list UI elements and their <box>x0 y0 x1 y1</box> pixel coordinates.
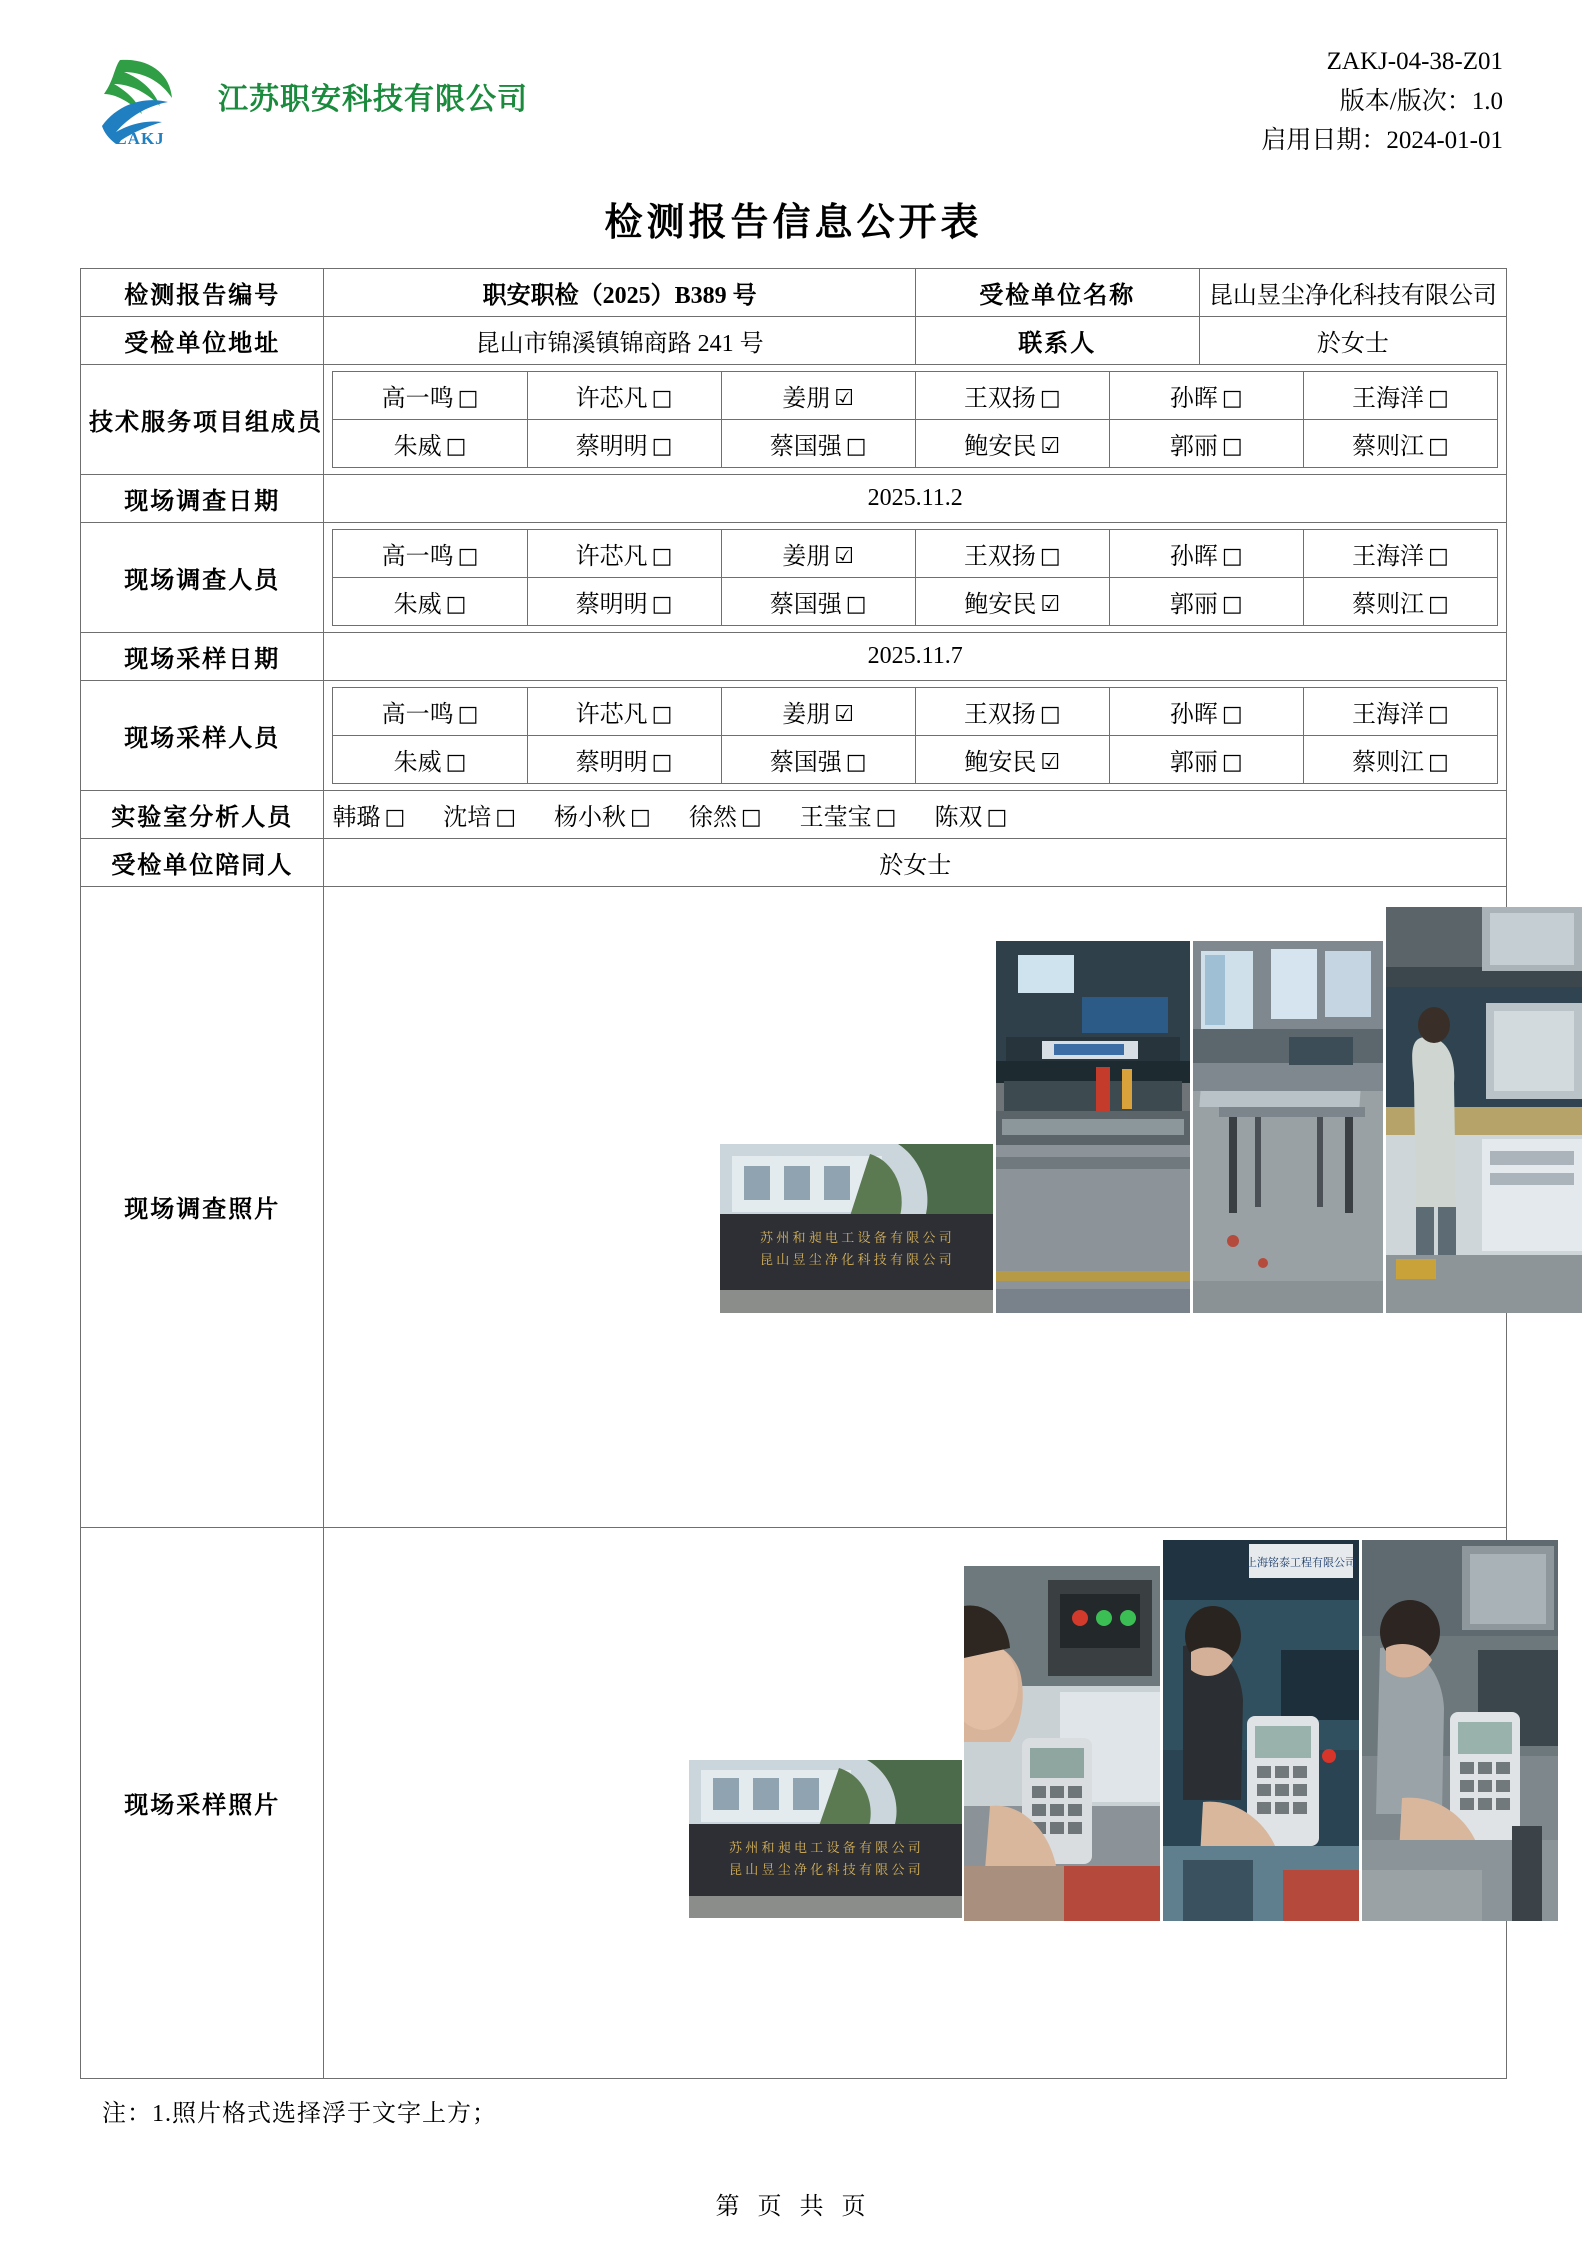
team-label: 技术服务项目组成员 <box>81 364 324 474</box>
person-line-1 <box>333 687 1498 735</box>
checkbox-checked-icon[interactable]: ☑ <box>1040 433 1061 459</box>
checkbox-unchecked-icon[interactable]: □ <box>457 543 479 569</box>
survey-photos-cell <box>324 886 1507 1527</box>
person-item[interactable]: 姜朋 ☑ <box>721 371 915 419</box>
person-item[interactable]: 孙晖 □ <box>1109 529 1303 577</box>
person-item[interactable]: 王双扬 □ <box>915 529 1109 577</box>
company-name: 江苏职安科技有限公司 <box>218 83 528 116</box>
svg-text:苏 州 和 昶 电 工 设 备 有 限 公 司: 苏 州 和 昶 电 工 设 备 有 限 公 司 <box>760 1229 953 1245</box>
checkbox-checked-icon[interactable]: ☑ <box>1040 591 1061 617</box>
person-item[interactable]: 徐然 □ <box>688 804 762 831</box>
sampling-photos-cell <box>324 1527 1507 2078</box>
checkbox-unchecked-icon[interactable]: □ <box>1221 385 1243 411</box>
person-line-2 <box>333 735 1498 783</box>
checkbox-unchecked-icon[interactable]: □ <box>1039 385 1061 411</box>
checkbox-unchecked-icon[interactable]: □ <box>651 543 673 569</box>
page-number-footer: 第 页 共 页 <box>715 2193 872 2220</box>
checkbox-unchecked-icon[interactable]: □ <box>630 804 651 830</box>
person-item[interactable]: 蔡则江 □ <box>1303 735 1497 783</box>
survey-staff-label: 现场调查人员 <box>81 522 324 632</box>
photo-meter-3[interactable] <box>1362 1540 1558 1921</box>
checkbox-unchecked-icon[interactable]: □ <box>651 749 673 775</box>
svg-text:ZAKJ: ZAKJ <box>115 129 165 148</box>
page-title: 检测报告信息公开表 <box>604 201 983 244</box>
person-item[interactable]: 高一鸣 □ <box>333 687 527 735</box>
document-header <box>80 34 1507 161</box>
person-item[interactable]: 鲍安民 ☑ <box>915 577 1109 625</box>
survey-photo-group <box>324 887 1506 1527</box>
contact-label: 联系人 <box>915 316 1199 364</box>
person-item[interactable]: 高一鸣 □ <box>333 371 527 419</box>
photo-workbench[interactable] <box>1193 941 1383 1313</box>
person-item[interactable]: 蔡国强 □ <box>721 419 915 467</box>
person-line-1 <box>333 529 1498 577</box>
checkbox-unchecked-icon[interactable]: □ <box>1039 701 1061 727</box>
person-item[interactable]: 韩璐 □ <box>332 804 406 831</box>
checkbox-unchecked-icon[interactable]: □ <box>1221 591 1243 617</box>
person-item[interactable]: 蔡明明 □ <box>527 577 721 625</box>
survey-date-value: 2025.11.2 <box>324 474 1507 522</box>
document-code: ZAKJ-04-38-Z01 <box>1326 48 1503 75</box>
person-item[interactable]: 蔡则江 □ <box>1303 577 1497 625</box>
checkbox-unchecked-icon[interactable]: □ <box>1428 385 1449 411</box>
table-row-client-address <box>81 316 1507 364</box>
person-item[interactable]: 王海洋 □ <box>1303 687 1497 735</box>
escort-value: 於女士 <box>324 838 1507 886</box>
checkbox-unchecked-icon[interactable]: □ <box>1428 433 1449 459</box>
document-version: 版本/版次：1.0 <box>1339 87 1503 115</box>
person-item[interactable]: 陈双 □ <box>934 804 1008 831</box>
checkbox-unchecked-icon[interactable]: □ <box>445 749 467 775</box>
header-meta <box>1261 34 1503 161</box>
photo-meter-1[interactable] <box>964 1566 1160 1921</box>
person-item[interactable]: 姜朋 ☑ <box>721 687 915 735</box>
checkbox-unchecked-icon[interactable]: □ <box>1428 749 1449 775</box>
person-item[interactable]: 高一鸣 □ <box>333 529 527 577</box>
person-item[interactable]: 王双扬 □ <box>915 687 1109 735</box>
team-members-cell <box>324 364 1507 474</box>
report-no-value: 职安职检（2025）B389 号 <box>324 268 915 316</box>
person-item[interactable]: 许芯凡 □ <box>527 687 721 735</box>
sampling-photos-label: 现场采样照片 <box>81 1527 324 2078</box>
person-item[interactable]: 朱威 □ <box>333 735 527 783</box>
checkbox-unchecked-icon[interactable]: □ <box>457 701 479 727</box>
checkbox-unchecked-icon[interactable]: □ <box>384 804 406 830</box>
company-logo-icon <box>84 40 196 152</box>
checkbox-unchecked-icon[interactable]: □ <box>1428 543 1449 569</box>
survey-staff-cell <box>324 522 1507 632</box>
svg-text:昆 山 昱 尘 净 化 科 技 有 限 公 司: 昆 山 昱 尘 净 化 科 技 有 限 公 司 <box>760 1251 953 1267</box>
person-item[interactable]: 朱威 □ <box>333 577 527 625</box>
checkbox-unchecked-icon[interactable]: □ <box>1221 749 1243 775</box>
checkbox-unchecked-icon[interactable]: □ <box>845 591 867 617</box>
person-item[interactable]: 许芯凡 □ <box>527 529 721 577</box>
table-row-report-no <box>81 268 1507 316</box>
person-item[interactable]: 蔡则江 □ <box>1303 419 1497 467</box>
lab-staff-cell <box>324 790 1507 838</box>
table-row-sampling-date <box>81 632 1507 680</box>
person-item[interactable]: 王莹宝 □ <box>799 804 897 831</box>
table-row-survey-staff <box>81 522 1507 632</box>
table-row-lab-staff <box>81 790 1507 838</box>
report-info-table <box>80 268 1507 2079</box>
person-line-2 <box>333 577 1498 625</box>
client-address-label: 受检单位地址 <box>81 316 324 364</box>
person-item[interactable]: 许芯凡 □ <box>527 371 721 419</box>
photo-meter-2[interactable] <box>1163 1540 1359 1921</box>
checkbox-unchecked-icon[interactable]: □ <box>740 804 762 830</box>
checkbox-unchecked-icon[interactable]: □ <box>651 591 673 617</box>
table-row-sampling-photos <box>81 1527 1507 2078</box>
person-item[interactable]: 蔡明明 □ <box>527 419 721 467</box>
checkbox-checked-icon[interactable]: ☑ <box>834 701 855 727</box>
survey-date-label: 现场调查日期 <box>81 474 324 522</box>
svg-text:上海铭泰工程有限公司: 上海铭泰工程有限公司 <box>1246 1556 1357 1569</box>
report-no-label: 检测报告编号 <box>81 268 324 316</box>
company-brand <box>84 34 528 152</box>
checkbox-unchecked-icon[interactable]: □ <box>457 385 479 411</box>
person-checkbox-grid <box>332 529 1498 626</box>
svg-text:昆 山 昱 尘 净 化 科 技 有 限 公 司: 昆 山 昱 尘 净 化 科 技 有 限 公 司 <box>729 1861 922 1877</box>
client-name-label: 受检单位名称 <box>915 268 1199 316</box>
table-row-escort <box>81 838 1507 886</box>
sampling-staff-label: 现场采样人员 <box>81 680 324 790</box>
person-item[interactable]: 鲍安民 ☑ <box>915 419 1109 467</box>
person-item[interactable]: 鲍安民 ☑ <box>915 735 1109 783</box>
svg-text:苏 州 和 昶 电 工 设 备 有 限 公 司: 苏 州 和 昶 电 工 设 备 有 限 公 司 <box>729 1839 922 1855</box>
document-effective-date: 启用日期：2024-01-01 <box>1261 127 1503 154</box>
table-row-survey-date <box>81 474 1507 522</box>
person-item[interactable]: 孙晖 □ <box>1109 371 1303 419</box>
checkbox-unchecked-icon[interactable]: □ <box>1428 701 1449 727</box>
photo-wall-sign[interactable] <box>689 1760 962 1918</box>
checkbox-unchecked-icon[interactable]: □ <box>1039 543 1061 569</box>
table-row-team-members <box>81 364 1507 474</box>
person-item[interactable]: 杨小秋 □ <box>554 804 651 831</box>
person-item[interactable]: 郭丽 □ <box>1109 735 1303 783</box>
person-item[interactable]: 朱威 □ <box>333 419 527 467</box>
person-item[interactable]: 郭丽 □ <box>1109 419 1303 467</box>
person-item[interactable]: 蔡明明 □ <box>527 735 721 783</box>
sampling-date-value: 2025.11.7 <box>324 632 1507 680</box>
checkbox-unchecked-icon[interactable]: □ <box>845 433 867 459</box>
checkbox-unchecked-icon[interactable]: □ <box>651 385 673 411</box>
person-checkbox-grid <box>332 687 1498 784</box>
checkbox-unchecked-icon[interactable]: □ <box>875 804 897 830</box>
person-item[interactable]: 王双扬 □ <box>915 371 1109 419</box>
sampling-photo-group <box>324 1528 1506 2078</box>
lab-staff-label: 实验室分析人员 <box>81 790 324 838</box>
checkbox-unchecked-icon[interactable]: □ <box>651 701 673 727</box>
person-item[interactable]: 蔡国强 □ <box>721 735 915 783</box>
contact-value: 於女士 <box>1199 316 1506 364</box>
person-item[interactable]: 郭丽 □ <box>1109 577 1303 625</box>
checkbox-unchecked-icon[interactable]: □ <box>1428 591 1449 617</box>
person-item[interactable]: 沈培 □ <box>443 804 517 831</box>
checkbox-unchecked-icon[interactable]: □ <box>845 749 867 775</box>
client-name-value: 昆山昱尘净化科技有限公司 <box>1199 268 1506 316</box>
checkbox-unchecked-icon[interactable]: □ <box>1221 701 1243 727</box>
checkbox-unchecked-icon[interactable]: □ <box>651 433 673 459</box>
footnote: 注：1.照片格式选择浮于文字上方； <box>102 2100 497 2127</box>
person-item[interactable]: 王海洋 □ <box>1303 371 1497 419</box>
sampling-date-label: 现场采样日期 <box>81 632 324 680</box>
person-item[interactable]: 孙晖 □ <box>1109 687 1303 735</box>
escort-label: 受检单位陪同人 <box>81 838 324 886</box>
person-item[interactable]: 姜朋 ☑ <box>721 529 915 577</box>
checkbox-unchecked-icon[interactable]: □ <box>445 433 467 459</box>
person-checkbox-grid <box>332 371 1498 468</box>
checkbox-unchecked-icon[interactable]: □ <box>986 804 1008 830</box>
person-line-2 <box>333 419 1498 467</box>
client-address-value: 昆山市锦溪镇锦商路 241 号 <box>324 316 915 364</box>
checkbox-unchecked-icon[interactable]: □ <box>1221 543 1243 569</box>
checkbox-unchecked-icon[interactable]: □ <box>1221 433 1243 459</box>
table-row-sampling-staff <box>81 680 1507 790</box>
checkbox-unchecked-icon[interactable]: □ <box>495 804 517 830</box>
person-item[interactable]: 蔡国强 □ <box>721 577 915 625</box>
photo-wall-sign[interactable] <box>720 1144 993 1313</box>
checkbox-unchecked-icon[interactable]: □ <box>445 591 467 617</box>
checkbox-checked-icon[interactable]: ☑ <box>834 385 855 411</box>
photo-press-brake[interactable] <box>996 941 1190 1313</box>
checkbox-checked-icon[interactable]: ☑ <box>834 543 855 569</box>
person-line-1 <box>333 371 1498 419</box>
person-item[interactable]: 王海洋 □ <box>1303 529 1497 577</box>
sampling-staff-cell <box>324 680 1507 790</box>
survey-photos-label: 现场调查照片 <box>81 886 324 1527</box>
table-row-survey-photos <box>81 886 1507 1527</box>
checkbox-checked-icon[interactable]: ☑ <box>1040 749 1061 775</box>
photo-worker-bench[interactable] <box>1386 907 1582 1313</box>
